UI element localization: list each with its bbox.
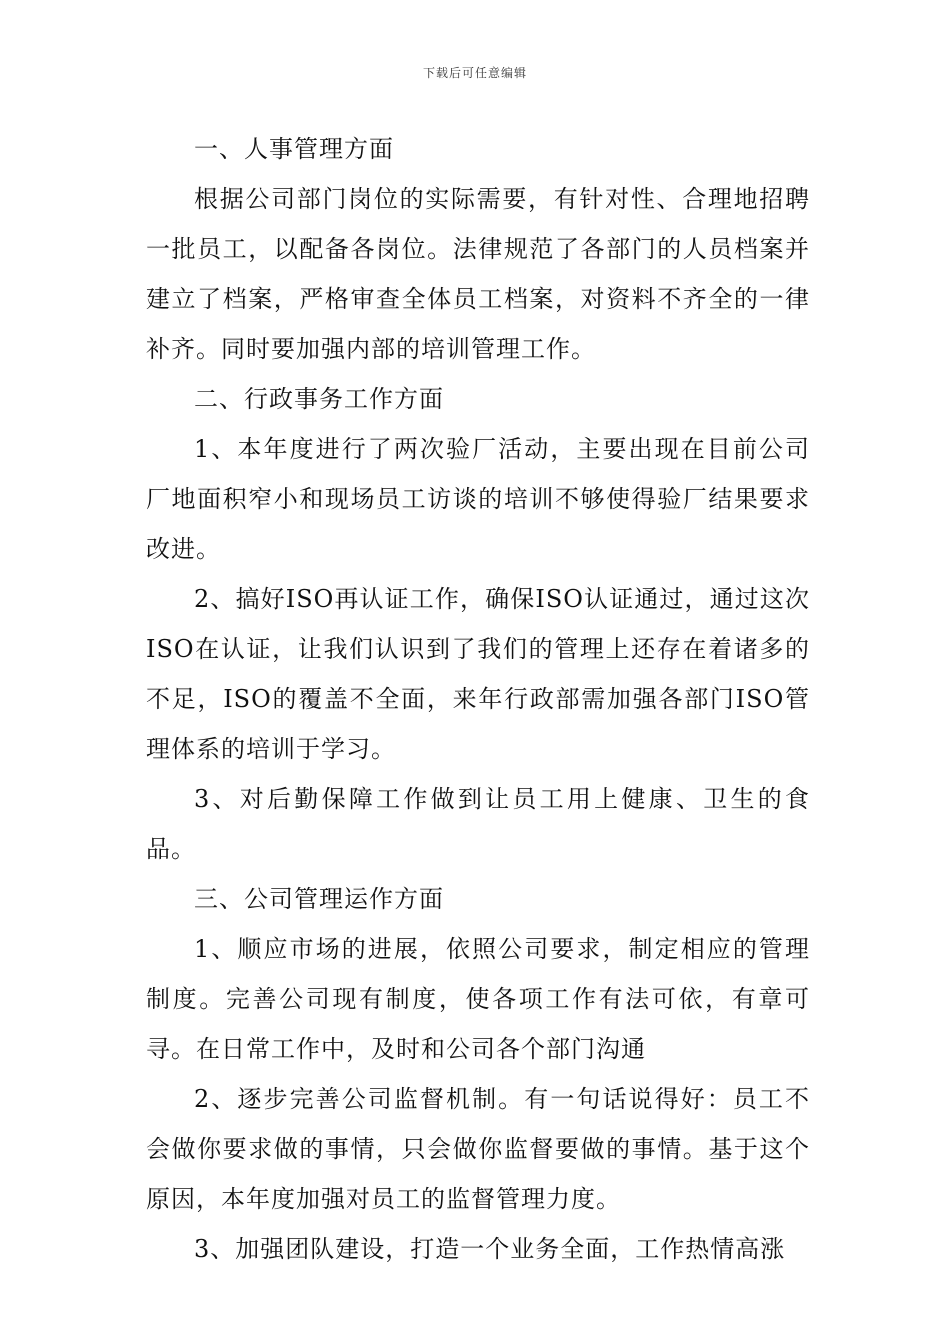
- section-heading-admin: 二、行政事务工作方面: [194, 385, 444, 413]
- section-heading-personnel: 一、人事管理方面: [194, 135, 394, 163]
- paragraph-management-1: 1、顺应市场的进展，依照公司要求，制定相应的管理制度。完善公司现有制度，使各项工作有法可依，有章可寻。在日常工作中，及时和公司各个部门沟通: [146, 935, 810, 1063]
- paragraph-admin-1: 1、本年度进行了两次验厂活动，主要出现在目前公司厂地面积窄小和现场员工访谈的培训不够使得验厂结果要求改进。: [146, 435, 810, 563]
- header-note: 下载后可任意编辑: [422, 66, 527, 80]
- paragraph-admin-3: 3、对后勤保障工作做到让员工用上健康、卫生的食品。: [146, 785, 810, 863]
- paragraph-personnel: 根据公司部门岗位的实际需要，有针对性、合理地招聘一批员工，以配备各岗位。法律规范了各部门的人员档案并建立了档案，严格审查全体员工档案，对资料不齐全的一律补齐。同时要加强内部的培训管理工作。: [146, 185, 810, 363]
- paragraph-management-2: 2、逐步完善公司监督机制。有一句话说得好：员工不会做你要求做的事情，只会做你监督要做的事情。基于这个原因，本年度加强对员工的监督管理力度。: [146, 1085, 810, 1213]
- paragraph-management-3: 3、加强团队建设，打造一个业务全面，工作热情高涨: [194, 1235, 786, 1263]
- section-heading-management: 三、公司管理运作方面: [194, 885, 444, 913]
- document-body: [146, 124, 810, 1274]
- paragraph-admin-2: 2、搞好ISO再认证工作，确保ISO认证通过，通过这次ISO在认证，让我们认识到了我们的管理上还存在着诸多的不足，ISO的覆盖不全面，来年行政部需加强各部门ISO管理体系的培训于学习。: [146, 585, 810, 763]
